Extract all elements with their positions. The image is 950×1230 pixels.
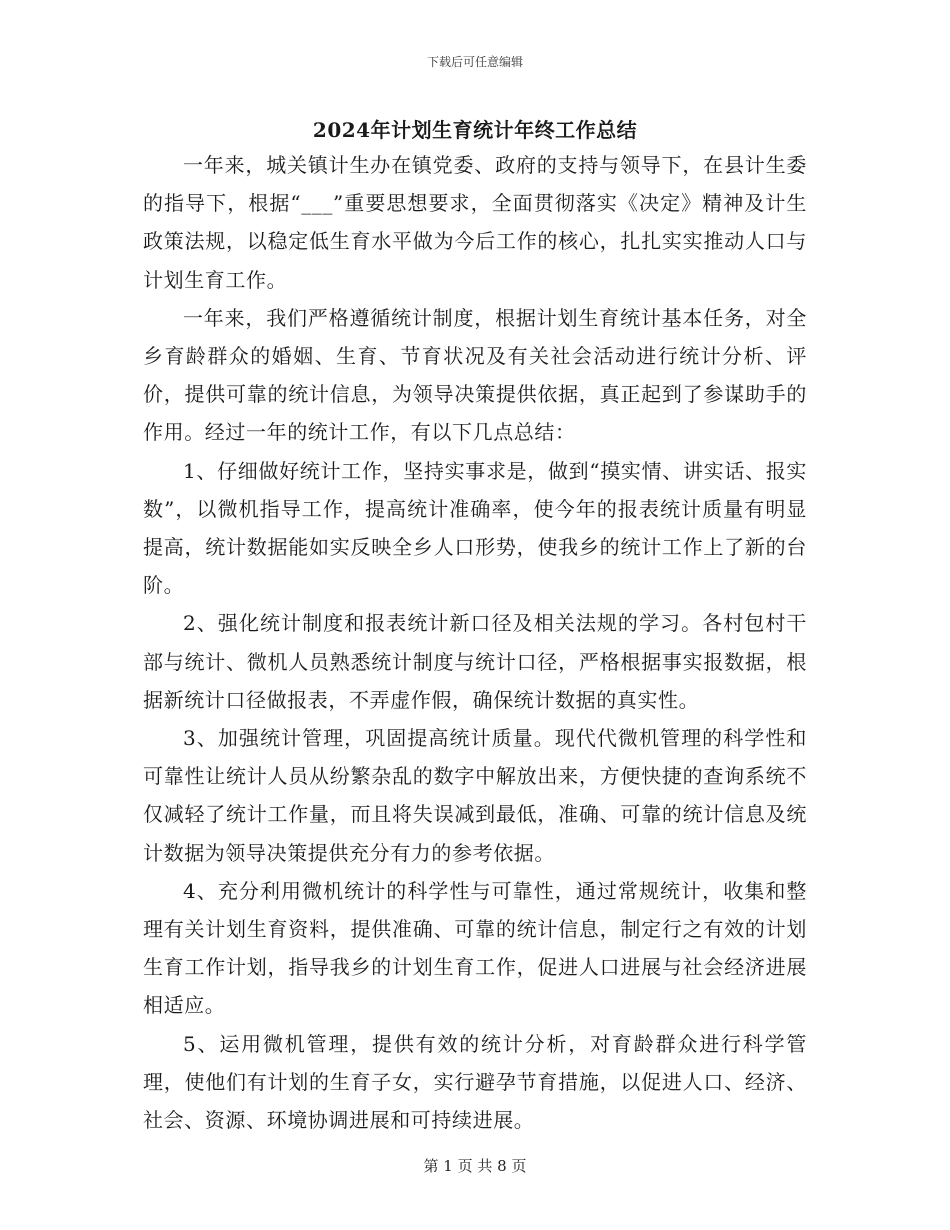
paragraph-overview: 一年来，我们严格遵循统计制度，根据计划生育统计基本任务，对全乡育龄群众的婚姻、生育、节育状况及有关社会活动进行统计分析、评价，提供可靠的统计信息，为领导决策提供依据，真正起到了参谋助手的作用。经过一年的统计工作，有以下几点总结： <box>143 305 807 445</box>
page-indicator: 第 1 页 共 8 页 <box>423 1157 527 1175</box>
paragraph-point-1: 1、仔细做好统计工作，坚持实事求是，做到“摸实情、讲实话、报实数”，以微机指导工作，提高统计准确率，使今年的报表统计质量有明显提高，统计数据能如实反映全乡人口形势，使我乡的统计工作上了新的台阶。 <box>143 458 807 598</box>
paragraph-point-2: 2、强化统计制度和报表统计新口径及相关法规的学习。各村包村干部与统计、微机人员熟悉统计制度与统计口径，严格根据事实报数据，根据新统计口径做报表，不弄虚作假，确保统计数据的真实性。 <box>143 611 807 712</box>
document-title: 2024年计划生育统计年终工作总结 <box>312 118 638 142</box>
paragraph-point-3: 3、加强统计管理，巩固提高统计质量。现代代微机管理的科学性和可靠性让统计人员从纷繁杂乱的数字中解放出来，方便快捷的查询系统不仅减轻了统计工作量，而且将失误减到最低，准确、可靠的统计信息及统计数据为领导决策提供充分有力的参考依据。 <box>143 726 807 865</box>
document-body <box>143 146 807 1139</box>
paragraph-intro: 一年来，城关镇计生办在镇党委、政府的支持与领导下，在县计生委的指导下，根据“___”重要思想要求，全面贯彻落实《决定》精神及计生政策法规，以稳定低生育水平做为今后工作的核心，扎扎实实推动人口与计划生育工作。 <box>143 153 807 292</box>
paragraph-point-5: 5、运用微机管理，提供有效的统计分析，对育龄群众进行科学管理，使他们有计划的生育子女，实行避孕节育措施，以促进人口、经济、社会、资源、环境协调进展和可持续进展。 <box>143 1031 807 1133</box>
paragraph-point-4: 4、充分利用微机统计的科学性与可靠性，通过常规统计，收集和整理有关计划生育资料，提供准确、可靠的统计信息，制定行之有效的计划生育工作计划，指导我乡的计划生育工作，促进人口进展与社会经济进展相适应。 <box>143 878 807 1018</box>
header-note: 下载后可任意编辑 <box>426 55 523 69</box>
